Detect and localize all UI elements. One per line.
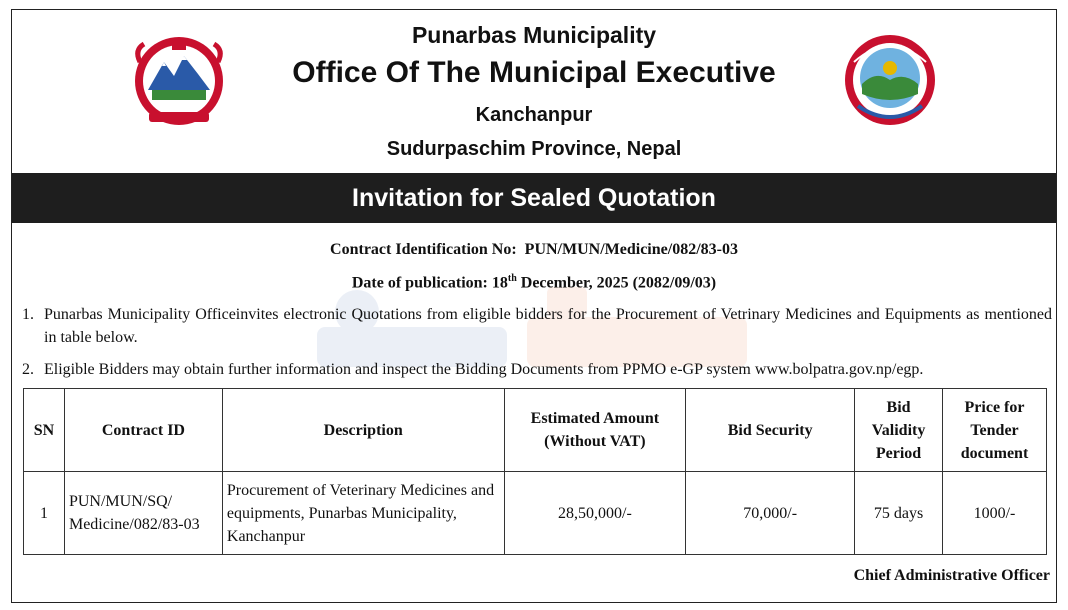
paragraph-1 [22, 303, 1052, 349]
signature-title: Chief Administrative Officer [853, 567, 1050, 584]
paragraph-number: 1. [22, 306, 34, 323]
date-day: 18 [491, 274, 508, 292]
notice-frame [11, 9, 1057, 603]
cell-tender-price: 1000/- [943, 472, 1047, 555]
paragraph-2 [22, 358, 1052, 381]
paragraph-text: Eligible Bidders may obtain further information and inspect the Bidding Documents from PPMO e-GP system www.bolpatra.gov.np/egp. [44, 361, 924, 378]
paragraph-number: 2. [22, 361, 34, 378]
banner-title: Invitation for Sealed Quotation [352, 184, 716, 212]
publication-date [12, 273, 1056, 292]
header-sn: SN [24, 389, 65, 472]
notice-banner [12, 173, 1056, 223]
province-name: Sudurpaschim Province, Nepal [386, 138, 682, 160]
table-header-row [24, 389, 1047, 472]
contract-id-value: PUN/MUN/Medicine/082/83-03 [524, 241, 738, 258]
cell-bid-security: 70,000/- [686, 472, 855, 555]
paragraph-text: Punarbas Municipality Officeinvites electronic Quotations from eligible bidders for the Procurement of Vetrinary Medicines and Equipments as mentioned in table below. [44, 306, 1052, 346]
cell-description: Procurement of Veterinary Medicines and equipments, Punarbas Municipality, Kanchanpur [222, 472, 504, 555]
table-row [24, 472, 1047, 555]
date-label: Date of publication: [351, 274, 488, 292]
contract-id-label: Contract Identification No: [330, 241, 517, 258]
header-bid-security: Bid Security [686, 389, 855, 472]
cell-estimated-amount: 28,50,000/- [504, 472, 686, 555]
office-title: Office Of The Municipal Executive [292, 56, 776, 89]
district-name: Kanchanpur [475, 104, 593, 126]
cell-contract-id: PUN/MUN/SQ/ Medicine/082/83-03 [64, 472, 222, 555]
header-tender-price: Price for Tender document [943, 389, 1047, 472]
municipality-name: Punarbas Municipality [411, 22, 657, 48]
cell-bid-validity: 75 days [855, 472, 943, 555]
header-estimated-amount: Estimated Amount (Without VAT) [504, 389, 686, 472]
quotation-table [23, 388, 1047, 555]
header-bid-validity: Bid Validity Period [855, 389, 943, 472]
contract-identification [12, 241, 1056, 259]
date-suffix: th [507, 273, 517, 284]
date-rest: December, 2025 (2082/09/03) [520, 274, 717, 292]
cell-sn: 1 [24, 472, 65, 555]
header-description: Description [222, 389, 504, 472]
header-contract-id: Contract ID [64, 389, 222, 472]
